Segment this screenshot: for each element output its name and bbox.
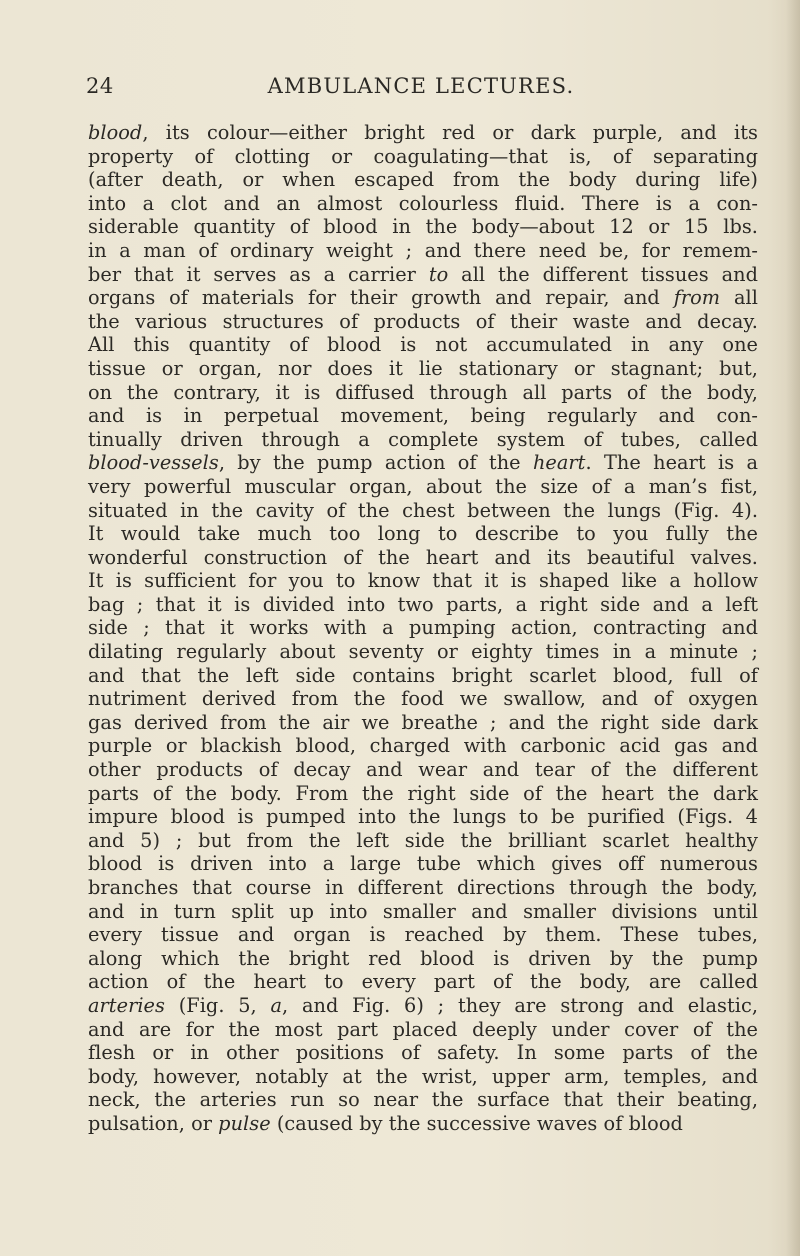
text-line: and is in perpetual movement, being regularly and con- (88, 404, 758, 428)
text-line: tissue or organ, nor does it lie stationary or stagnant; but, (88, 356, 758, 380)
text-line: and 5) ; but from the left side the brilliant scarlet healthy (88, 828, 758, 852)
text-line: nutriment derived from the food we swallow, and of oxygen (88, 687, 758, 711)
text-line: gas derived from the air we breathe ; and the right side dark (88, 710, 758, 734)
text-line: organs of materials for their growth and repair, and from all (88, 286, 758, 310)
text-line: other products of decay and wear and tear of the different (88, 758, 758, 782)
italic-term: heart (532, 451, 586, 475)
text-line: parts of the body. From the right side of the heart the dark (88, 781, 758, 805)
running-head: AMBULANCE LECTURES. (267, 74, 575, 98)
text-line: action of the heart to every part of the body, are called (88, 970, 758, 994)
italic-term: arteries (88, 993, 165, 1017)
text-line: property of clotting or coagulating—that is, of separating (88, 144, 758, 168)
italic-term: to (428, 262, 449, 286)
text-line: every tissue and organ is reached by them. These tubes, (88, 923, 758, 947)
text-line: dilating regularly about seventy or eighty times in a minute ; (88, 640, 758, 664)
text-line: and are for the most part placed deeply under cover of the (88, 1017, 758, 1041)
text-line: impure blood is pumped into the lungs to be purified (Figs. 4 (88, 805, 758, 829)
text-line: flesh or in other positions of safety. In some parts of the (88, 1041, 758, 1065)
text-line: situated in the cavity of the chest between the lungs (Fig. 4). (88, 498, 758, 522)
text-line: neck, the arteries run so near the surface that their beating, (88, 1088, 758, 1112)
text-line: side ; that it works with a pumping action, contracting and (88, 616, 758, 640)
italic-term: blood (88, 121, 143, 144)
text-line: branches that course in different directions through the body, (88, 876, 758, 899)
text-line: arteries (Fig. 5, a, and Fig. 6) ; they are strong and elastic, (88, 993, 759, 1017)
italic-term: a (270, 993, 283, 1017)
text-line: body, however, notably at the wrist, upper arm, temples, and (88, 1064, 758, 1088)
text-line: (after death, or when escaped from the body during life) (88, 168, 758, 192)
page-number: 24 (86, 74, 114, 98)
text-line: very powerful muscular organ, about the size of a man’s fist, (88, 474, 758, 498)
text-line: pulsation, or pulse (caused by the successive waves of blood (88, 1111, 683, 1135)
text-line: into a clot and an almost colourless fluid. There is a con- (88, 191, 758, 215)
text-line: It would take much too long to describe to you fully the (88, 522, 758, 546)
text-line: along which the bright red blood is driven by the pump (88, 946, 758, 970)
text-line: wonderful construction of the heart and its beautiful valves. (88, 545, 758, 569)
text-line: in a man of ordinary weight ; and there need be, for remem- (88, 238, 758, 262)
italic-term: pulse (218, 1111, 271, 1135)
text-line: siderable quantity of blood in the body—about 12 or 15 lbs. (88, 215, 758, 239)
body-paragraph (88, 121, 758, 1136)
page-edge-shadow (786, 0, 800, 1256)
text-line: the various structures of products of their waste and decay. (88, 309, 758, 333)
text-line: on the contrary, it is diffused through all parts of the body, (88, 380, 758, 404)
italic-term: from (673, 286, 721, 310)
text-line: All this quantity of blood is not accumulated in any one (88, 333, 758, 357)
text-line: purple or blackish blood, charged with carbonic acid gas and (88, 734, 758, 758)
text-line: tinually driven through a complete system of tubes, called (88, 427, 758, 451)
text-line: and in turn split up into smaller and smaller divisions until (88, 899, 758, 923)
text-line: blood is driven into a large tube which gives off numerous (88, 852, 758, 876)
text-line: blood, its colour—either bright red or dark purple, and its (88, 121, 758, 144)
page-header (86, 74, 756, 106)
text-line: blood-vessels, by the pump action of the heart. The heart is a (88, 451, 758, 475)
text-line: and that the left side contains bright scarlet blood, full of (88, 663, 758, 687)
text-line: ber that it serves as a carrier to all the different tissues and (88, 262, 758, 286)
text-line: bag ; that it is divided into two parts, a right side and a left (88, 592, 758, 616)
italic-term: blood-vessels (88, 451, 219, 475)
text-line: It is sufficient for you to know that it is shaped like a hollow (88, 569, 758, 593)
